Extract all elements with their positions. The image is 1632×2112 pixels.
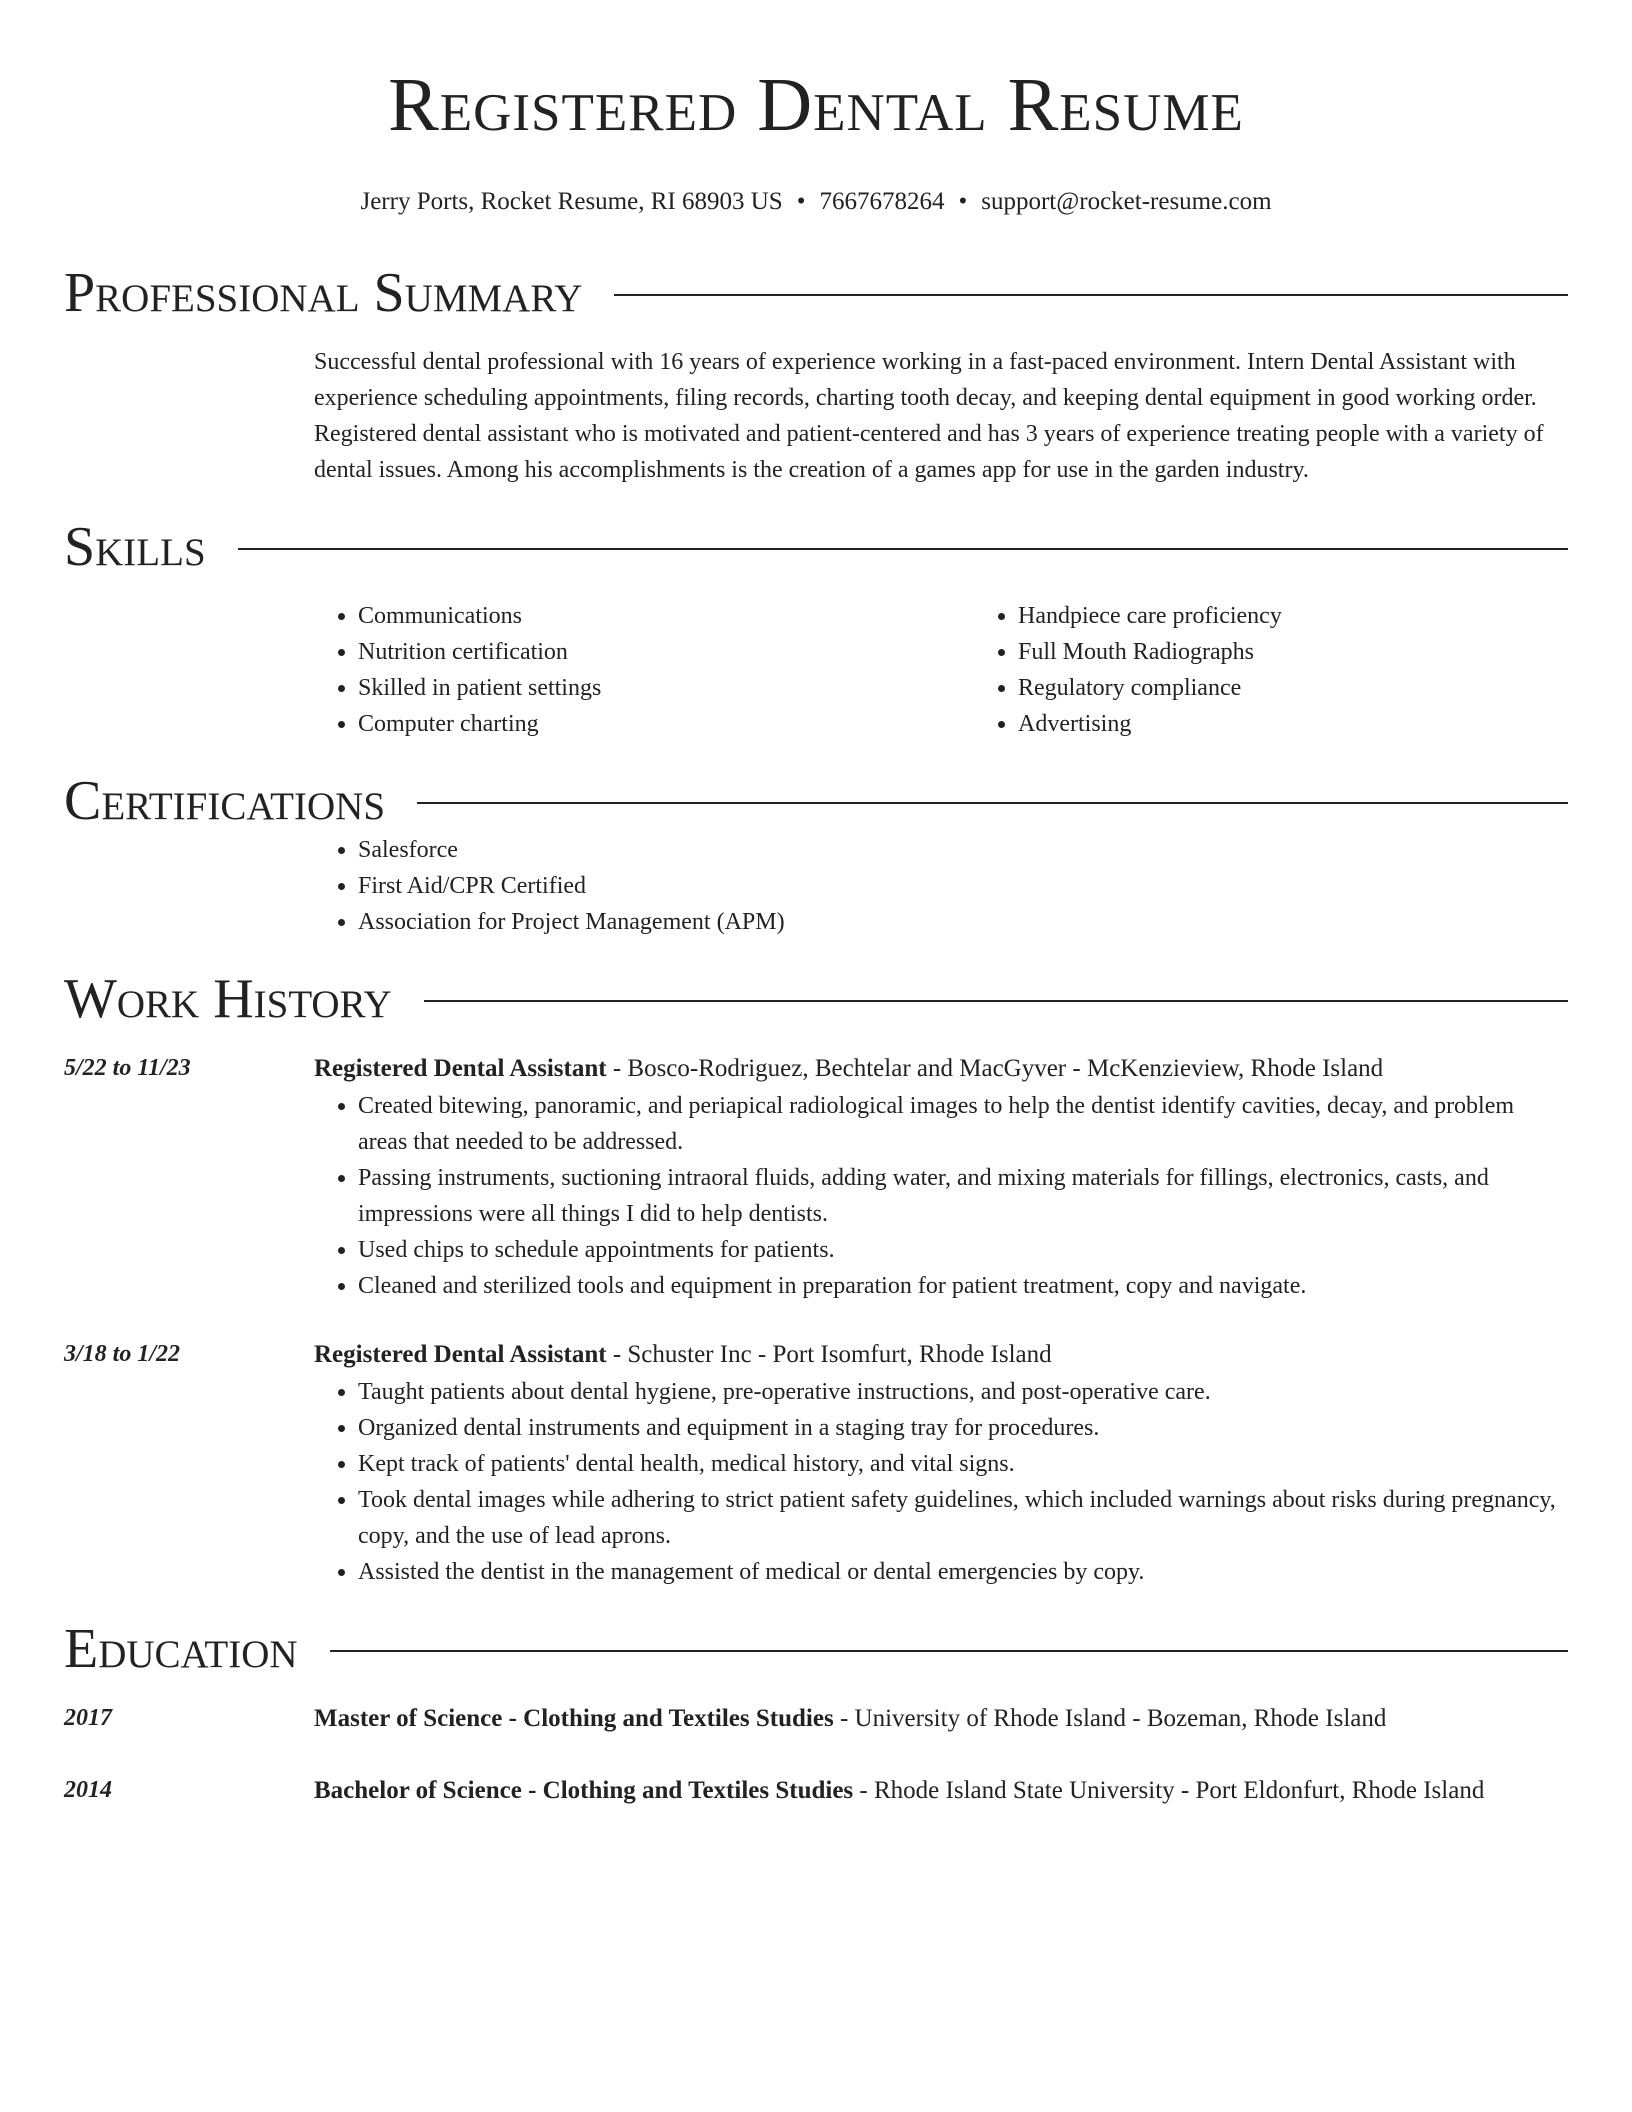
- work-dates: 5/22 to 11/23: [64, 1055, 191, 1081]
- section-title-work-history: Work History: [64, 968, 392, 1030]
- work-bullet: • Created bitewing, panoramic, and periapical radiological images to help the dentist identify cavities, decay, and problem areas that needed to be addressed.: [358, 1088, 1568, 1160]
- certifications-list: [314, 832, 1568, 940]
- summary-section: [64, 262, 1568, 488]
- section-divider: [417, 802, 1568, 804]
- skill-item: • Full Mouth Radiographs: [1018, 634, 1632, 670]
- contact-separator: •: [958, 188, 968, 215]
- section-divider: [238, 548, 1568, 550]
- work-bullet: • Organized dental instruments and equipment in a staging tray for procedures.: [358, 1410, 1568, 1446]
- education-school: - University of Rhode Island - Bozeman, Rhode Island: [833, 1705, 1387, 1732]
- skill-item: • Skilled in patient settings: [358, 670, 974, 706]
- work-heading: [314, 1050, 1568, 1088]
- education-degree: Bachelor of Science - Clothing and Textiles Studies: [314, 1777, 854, 1804]
- section-divider: [614, 294, 1568, 296]
- work-details: [314, 1050, 1568, 1304]
- work-bullet: • Assisted the dentist in the management of medical or dental emergencies by copy.: [358, 1554, 1568, 1590]
- section-divider: [424, 1000, 1568, 1002]
- skill-item: • Communications: [358, 598, 974, 634]
- certification-item: • First Aid/CPR Certified: [358, 868, 1568, 904]
- section-header: [64, 968, 1568, 1030]
- work-bullet: • Cleaned and sterilized tools and equipment in preparation for patient treatment, copy and navigate.: [358, 1268, 1568, 1304]
- skill-item: • Regulatory compliance: [1018, 670, 1632, 706]
- work-bullet: • Taught patients about dental hygiene, pre-operative instructions, and post-operative care.: [358, 1374, 1568, 1410]
- skills-grid: [314, 598, 1568, 742]
- contact-separator: •: [796, 188, 806, 215]
- certification-item: • Association for Project Management (APM): [358, 904, 1568, 940]
- summary-body: [314, 344, 1568, 488]
- contact-email[interactable]: support@rocket-resume.com: [981, 188, 1272, 215]
- resume-title: Registered Dental Resume: [388, 63, 1244, 147]
- work-bullet: • Kept track of patients' dental health, medical history, and vital signs.: [358, 1446, 1568, 1482]
- education-entry: [64, 1772, 1568, 1810]
- education-entry: [64, 1700, 1568, 1738]
- section-header: [64, 516, 1568, 578]
- section-title-summary: Professional Summary: [64, 262, 583, 324]
- summary-text: Successful dental professional with 16 years of experience working in a fast-paced environment. Intern Dental Assistant with experience scheduling appointments, filing records, charting tooth decay, and keeping dental equipment in good working order. Registered dental assistant who is motivated and patient-centered and has 3 years of experience treating people with a variety of dental issues. Among his accomplishments is the creation of a games app for use in the garden industry.: [314, 349, 1544, 483]
- work-dates: 3/18 to 1/22: [64, 1341, 181, 1367]
- work-entry: [64, 1050, 1568, 1304]
- work-heading: [314, 1336, 1568, 1374]
- section-header: [64, 770, 1568, 832]
- skill-item: • Advertising: [1018, 706, 1632, 742]
- certifications-body: [314, 832, 1568, 940]
- section-title-education: Education: [64, 1618, 298, 1680]
- skills-list-right: [974, 598, 1632, 742]
- contact-line: [64, 186, 1568, 218]
- skill-item: • Computer charting: [358, 706, 974, 742]
- education-degree: Master of Science - Clothing and Textiles Studies: [314, 1705, 834, 1732]
- section-header: [64, 262, 1568, 324]
- skills-body: [314, 598, 1568, 742]
- education-section: [64, 1618, 1568, 1810]
- work-bullet: • Took dental images while adhering to strict patient safety guidelines, which included warnings about risks during pregnancy, copy, and the use of lead aprons.: [358, 1482, 1568, 1554]
- skill-item: • Nutrition certification: [358, 634, 974, 670]
- work-entry: [64, 1336, 1568, 1590]
- contact-phone: 7667678264: [819, 188, 945, 215]
- education-school: - Rhode Island State University - Port Eldonfurt, Rhode Island: [853, 1777, 1485, 1804]
- work-bullet: • Used chips to schedule appointments for patients.: [358, 1232, 1568, 1268]
- section-title-skills: Skills: [64, 516, 206, 578]
- work-bullet: • Passing instruments, suctioning intraoral fluids, adding water, and mixing materials for fillings, electronics, casts, and impressions were all things I did to help dentists.: [358, 1160, 1568, 1232]
- contact-location: Jerry Ports, Rocket Resume, RI 68903 US: [360, 188, 783, 215]
- section-title-certifications: Certifications: [64, 770, 386, 832]
- education-year: 2017: [64, 1705, 112, 1731]
- skill-item: • Handpiece care proficiency: [1018, 598, 1632, 634]
- skills-section: [64, 516, 1568, 742]
- work-details: [314, 1336, 1568, 1590]
- education-details: [314, 1700, 1568, 1738]
- work-bullets: [314, 1088, 1568, 1304]
- work-history-section: [64, 968, 1568, 1590]
- work-role: Registered Dental Assistant: [314, 1055, 607, 1082]
- skills-list-left: [314, 598, 974, 742]
- section-divider: [330, 1650, 1568, 1652]
- education-year: 2014: [64, 1777, 112, 1803]
- certification-item: • Salesforce: [358, 832, 1568, 868]
- work-role: Registered Dental Assistant: [314, 1341, 607, 1368]
- certifications-section: [64, 770, 1568, 940]
- work-bullets: [314, 1374, 1568, 1590]
- work-employer: - Schuster Inc - Port Isomfurt, Rhode Island: [606, 1341, 1052, 1368]
- work-employer: - Bosco-Rodriguez, Bechtelar and MacGyver - McKenzieview, Rhode Island: [606, 1055, 1384, 1082]
- education-details: [314, 1772, 1568, 1810]
- section-header: [64, 1618, 1568, 1680]
